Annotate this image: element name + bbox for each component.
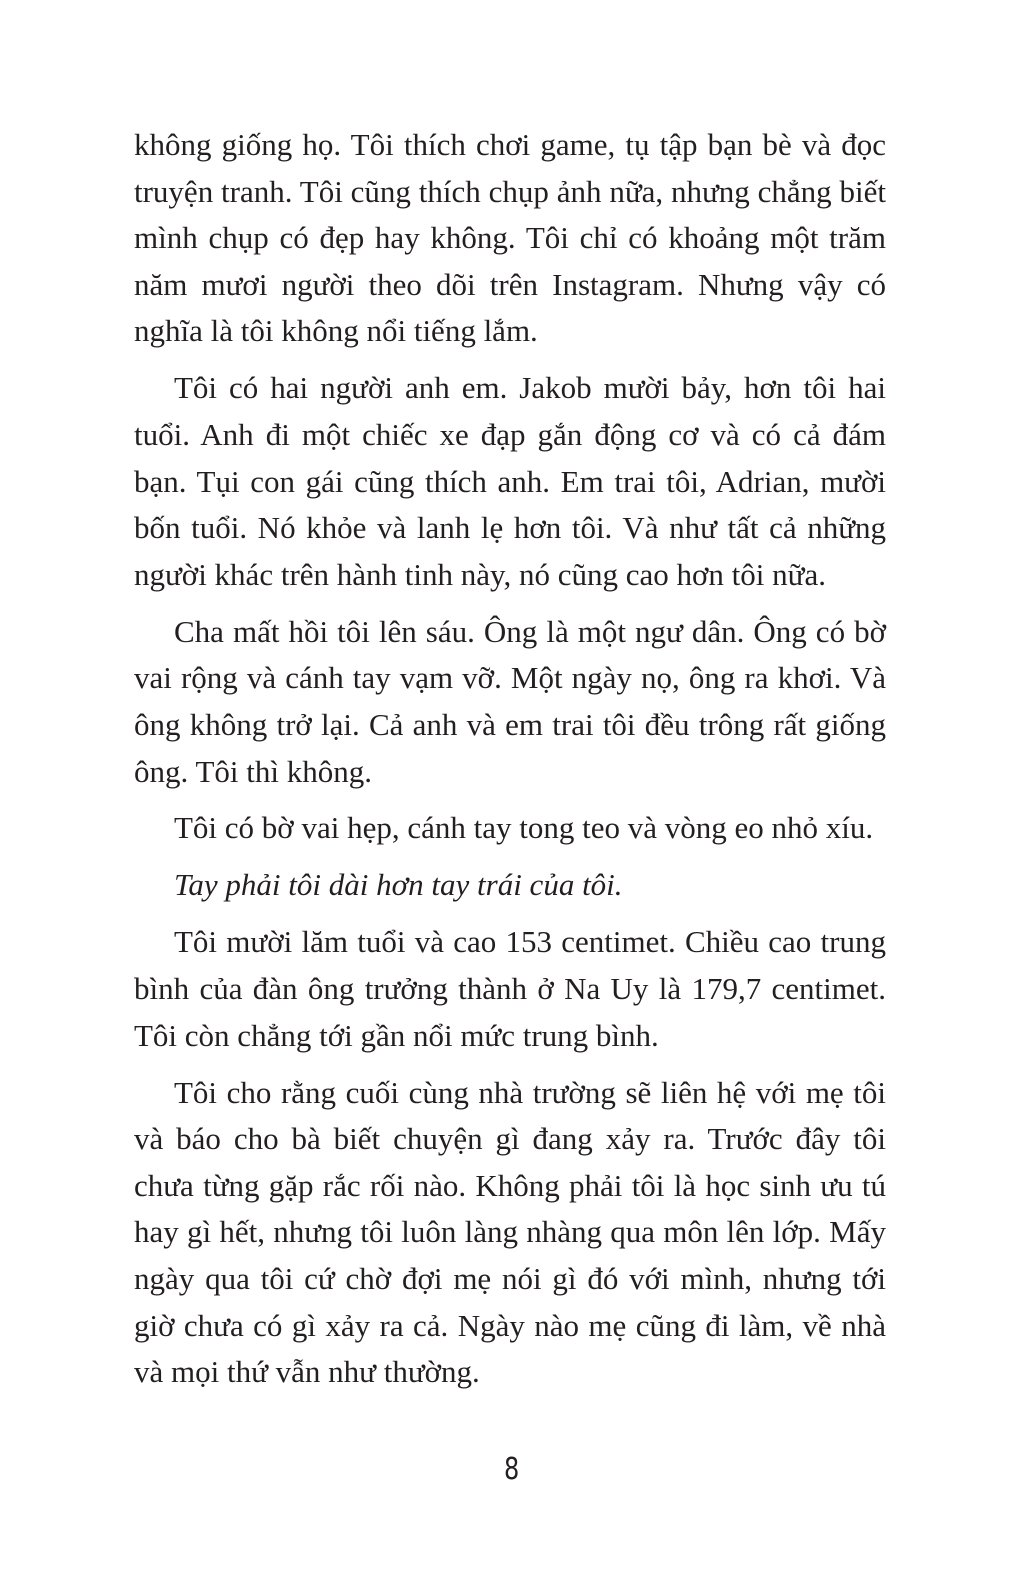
paragraph-1: không giống họ. Tôi thích chơi game, tụ tập bạn bè và đọc truyện tranh. Tôi cũng thích chụp ảnh nữa, nhưng chẳng biết mình chụp có đẹp hay không. Tôi chỉ có khoảng một trăm năm mươi người theo dõi trên Instagram. Nhưng vậy có nghĩa là tôi không nổi tiếng lắm. — [134, 127, 886, 349]
body-text — [134, 122, 886, 1406]
paragraph-4: Tôi có bờ vai hẹp, cánh tay tong teo và vòng eo nhỏ xíu. — [174, 810, 874, 846]
page-number: 8 — [503, 1452, 521, 1487]
paragraph-3: Cha mất hồi tôi lên sáu. Ông là một ngư dân. Ông có bờ vai rộng và cánh tay vạm vỡ. Một ngày nọ, ông ra khơi. Và ông không trở lại. Cả anh và em trai tôi đều trông rất giống ông. Tôi thì không. — [134, 613, 886, 789]
paragraph-2: Tôi có hai người anh em. Jakob mười bảy, hơn tôi hai tuổi. Anh đi một chiếc xe đạp gắn động cơ và có cả đám bạn. Tụi con gái cũng thích anh. Em trai tôi, Adrian, mười bốn tuổi. Nó khỏe và lanh lẹ hơn tôi. Và như tất cả những người khác trên hành tinh này, nó cũng cao hơn tôi nữa. — [134, 370, 886, 592]
paragraph-5-italic: Tay phải tôi dài hơn tay trái của tôi. — [174, 867, 623, 903]
paragraph-7: Tôi cho rằng cuối cùng nhà trường sẽ liên hệ với mẹ tôi và báo cho bà biết chuyện gì đang xảy ra. Trước đây tôi chưa từng gặp rắc rối nào. Không phải tôi là học sinh ưu tú hay gì hết, nhưng tôi luôn làng nhàng qua môn lên lớp. Mấy ngày qua tôi cứ chờ đợi mẹ nói gì đó với mình, nhưng tới giờ chưa có gì xảy ra cả. Ngày nào mẹ cũng đi làm, về nhà và mọi thứ vẫn như thường. — [134, 1074, 886, 1390]
paragraph-6: Tôi mười lăm tuổi và cao 153 centimet. Chiều cao trung bình của đàn ông trưởng thành ở Na Uy là 179,7 centimet. Tôi còn chẳng tới gần nổi mức trung bình. — [134, 924, 886, 1053]
